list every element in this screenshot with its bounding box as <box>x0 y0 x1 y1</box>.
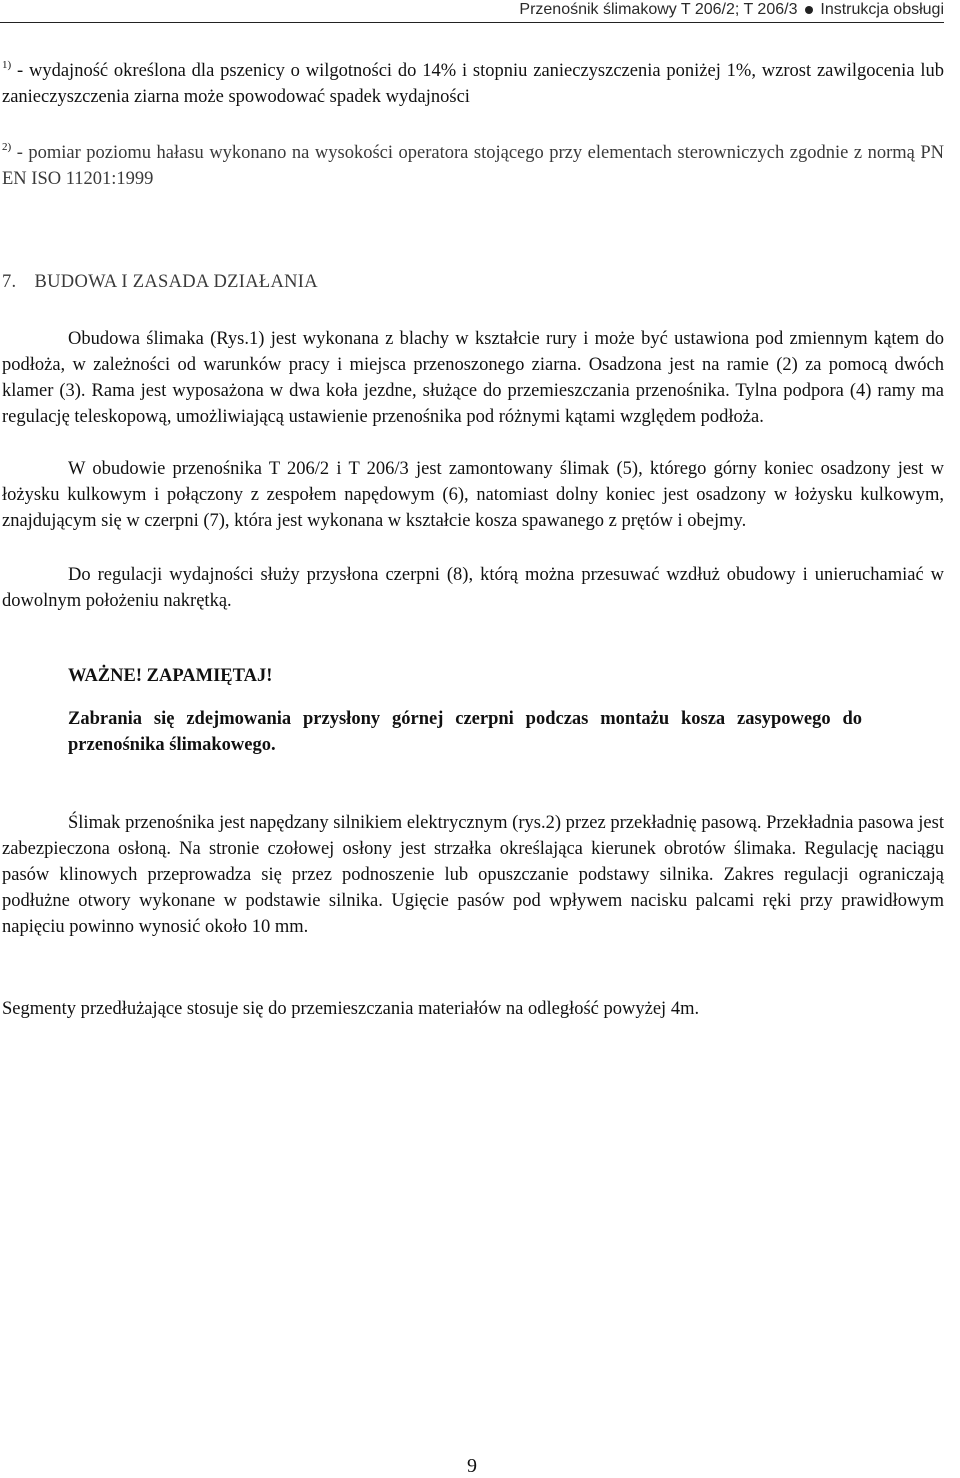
paragraph-segments: Segmenty przedłużające stosuje się do przemieszczania materiałów na odległość powyżej 4m. <box>2 999 700 1019</box>
warning-text: Zabrania się zdejmowania przysłony górnej czerpni podczas montażu kosza zasypowego do przenośnika ślimakowego. <box>68 709 862 755</box>
running-header <box>0 0 944 20</box>
footnote-1 <box>2 58 944 110</box>
footnote-2 <box>2 140 944 192</box>
section-number: 7. <box>2 272 17 292</box>
paragraph-construction: Obudowa ślimaka (Rys.1) jest wykonana z blachy w kształcie rury i może być ustawiona pod zmiennym kątem do podłoża, w zależności od warunków pracy i miejsca przenoszonego ziarna. Osadzona jest na ramie (2) za pomocą dwóch klamer (3). Rama jest wyposażona w dwa koła jezdne, służące do przemieszczania przenośnika. Tylna podpora (4) ramy ma regulację teleskopową, umożliwiającą ustawienie przenośnika pod różnymi kątami względem podłoża. <box>2 329 944 427</box>
header-document-type: Instrukcja obsługi <box>820 1 944 18</box>
paragraph-screw: W obudowie przenośnika T 206/2 i T 206/3 jest zamontowany ślimak (5), którego górny koniec osadzony jest w łożysku kulkowym i połączony z zespołem napędowym (6), natomiast dolny koniec jest osadzony w łożysku kulkowym, znajdującym się w czerpni (7), która jest wykonana w kształcie kosza spawanego z prętów i obejmy. <box>2 459 944 531</box>
footnote-mark: 1) <box>2 59 12 71</box>
footnote-mark: 2) <box>2 141 12 153</box>
bullet-dot-icon <box>805 6 813 14</box>
page-number: 9 <box>467 1455 477 1477</box>
section-heading <box>2 272 318 293</box>
warning-title: WAŻNE! ZAPAMIĘTAJ! <box>68 666 273 686</box>
header-document-title: Przenośnik ślimakowy T 206/2; T 206/3 <box>519 1 798 18</box>
paragraph-drive: Ślimak przenośnika jest napędzany silnikiem elektrycznym (rys.2) przez przekładnię pasową. Przekładnia pasowa jest zabezpieczona osłoną. Na stronie czołowej osłony jest strzałka określająca kierunek obrotów ślimaka. Regulację naciągu pasów klinowych przeprowadza się przez podnoszenie lub opuszczanie podstawy silnika. Zakres regulacji ograniczają podłużne otwory wykonane w podstawie silnika. Ugięcie pasów pod wpływem nacisku palcami ręki przy prawidłowym napięciu powinno wynosić około 10 mm. <box>2 813 944 937</box>
footnote-text: - wydajność określona dla pszenicy o wilgotności do 14% i stopniu zanieczyszczenia poniżej 1%, wzrost zawilgocenia lub zanieczyszczenia ziarna może spowodować spadek wydajności <box>2 61 944 107</box>
paragraph-regulation: Do regulacji wydajności służy przysłona czerpni (8), którą można przesuwać wzdłuż obudowy i unieruchamiać w dowolnym położeniu nakrętką. <box>2 565 944 611</box>
footnote-text: - pomiar poziomu hałasu wykonano na wysokości operatora stojącego przy elementach sterowniczych zgodnie z normą PN EN ISO 11201:1999 <box>2 143 944 189</box>
header-rule <box>0 22 944 23</box>
section-title: BUDOWA I ZASADA DZIAŁANIA <box>34 272 318 292</box>
